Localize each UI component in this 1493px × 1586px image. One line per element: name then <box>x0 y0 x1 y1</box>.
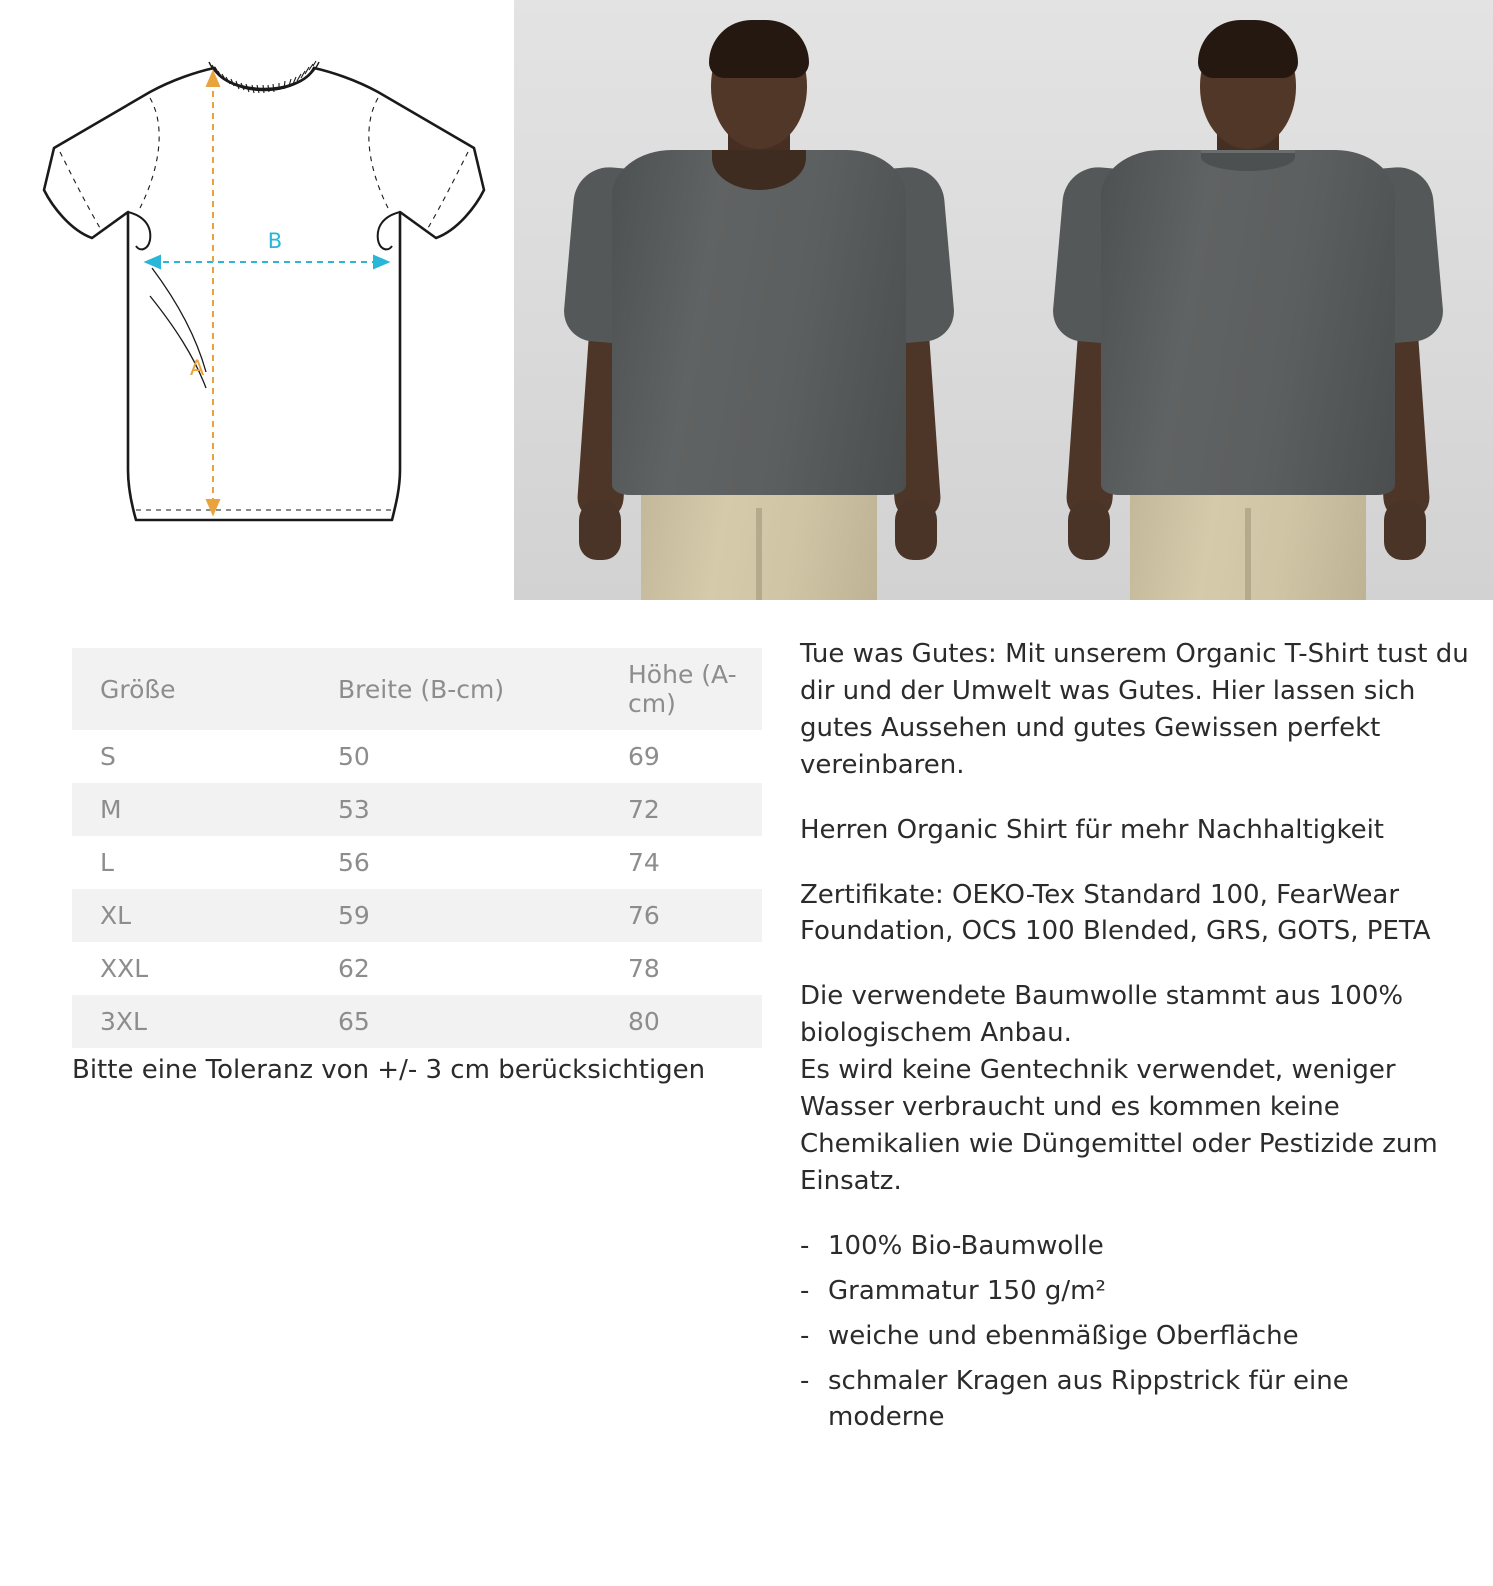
tshirt-technical-drawing <box>0 0 514 600</box>
cell-width: 65 <box>338 1007 370 1036</box>
cell-size: L <box>100 848 114 877</box>
list-item: - schmaler Kragen aus Rippstrick für eine moderne <box>800 1363 1472 1437</box>
description-paragraph-intro: Tue was Gutes: Mit unserem Organic T-Shirt tust du dir und der Umwelt was Gutes. Hier lassen sich gutes Aussehen und gutes Gewissen perfekt vereinbaren. <box>800 639 1469 780</box>
dimension-label-width: B <box>267 229 283 253</box>
cell-size: XXL <box>100 954 149 983</box>
cell-width: 59 <box>338 901 370 930</box>
model-front-figure <box>514 0 1003 600</box>
technical-drawing-panel <box>0 0 514 600</box>
model-back-photo <box>1003 0 1493 600</box>
cell-width: 50 <box>338 742 370 771</box>
list-item: - weiche und ebenmäßige Oberfläche <box>800 1318 1472 1355</box>
table-row <box>72 995 762 1048</box>
model-hair-back <box>1198 20 1298 78</box>
table-row <box>72 942 762 995</box>
description-paragraph-certificates: Zertifikate: OEKO-Tex Standard 100, FearWear Foundation, OCS 100 Blended, GRS, GOTS, PETA <box>800 879 1431 947</box>
table-row <box>72 889 762 942</box>
model-pants-seam-back <box>1245 508 1251 600</box>
description-paragraph-production: Es wird keine Gentechnik verwendet, weniger Wasser verbraucht und es kommen keine Chemikalien wie Düngemittel oder Pestizide zum Einsatz. <box>800 1055 1438 1196</box>
model-hair-front <box>709 20 809 78</box>
tshirt-body-back <box>1101 150 1395 495</box>
product-info-section <box>0 600 1493 1586</box>
model-front-photo <box>514 0 1003 600</box>
tolerance-note: Bitte eine Toleranz von +/- 3 cm berücksichtigen <box>72 1055 706 1085</box>
model-right-hand-back <box>1384 500 1426 560</box>
column-header-height: Höhe (A-cm) <box>628 660 737 718</box>
list-item: - 100% Bio-Baumwolle <box>800 1228 1472 1265</box>
table-row <box>72 836 762 889</box>
cell-size: 3XL <box>100 1007 147 1036</box>
cell-height: 69 <box>628 742 660 771</box>
model-right-hand-front <box>895 500 937 560</box>
cell-size: S <box>100 742 116 771</box>
model-back-figure <box>1003 0 1493 600</box>
size-chart-table <box>72 648 762 1048</box>
dimension-label-height: A <box>189 356 205 380</box>
description-paragraph-cotton: Die verwendete Baumwolle stammt aus 100% biologischem Anbau. <box>800 981 1404 1049</box>
cell-height: 78 <box>628 954 660 983</box>
cell-width: 62 <box>338 954 370 983</box>
table-row <box>72 783 762 836</box>
tshirt-body-front <box>612 150 906 495</box>
model-left-hand-front <box>579 500 621 560</box>
model-left-hand-back <box>1068 500 1110 560</box>
cell-height: 74 <box>628 848 660 877</box>
list-item: - Grammatur 150 g/m² <box>800 1273 1472 1310</box>
column-header-width: Breite (B-cm) <box>338 674 505 704</box>
column-header-size: Größe <box>100 674 176 704</box>
cell-size: M <box>100 795 122 824</box>
product-image-strip <box>0 0 1493 600</box>
description-paragraph-subtitle: Herren Organic Shirt für mehr Nachhaltigkeit <box>800 814 1384 845</box>
feature-list <box>800 1228 1472 1437</box>
table-row <box>72 730 762 783</box>
model-pants-seam-front <box>756 508 762 600</box>
cell-width: 56 <box>338 848 370 877</box>
product-description <box>800 636 1472 1444</box>
cell-width: 53 <box>338 795 370 824</box>
table-header-row <box>72 648 762 730</box>
cell-size: XL <box>100 901 132 930</box>
cell-height: 72 <box>628 795 660 824</box>
cell-height: 80 <box>628 1007 660 1036</box>
cell-height: 76 <box>628 901 660 930</box>
